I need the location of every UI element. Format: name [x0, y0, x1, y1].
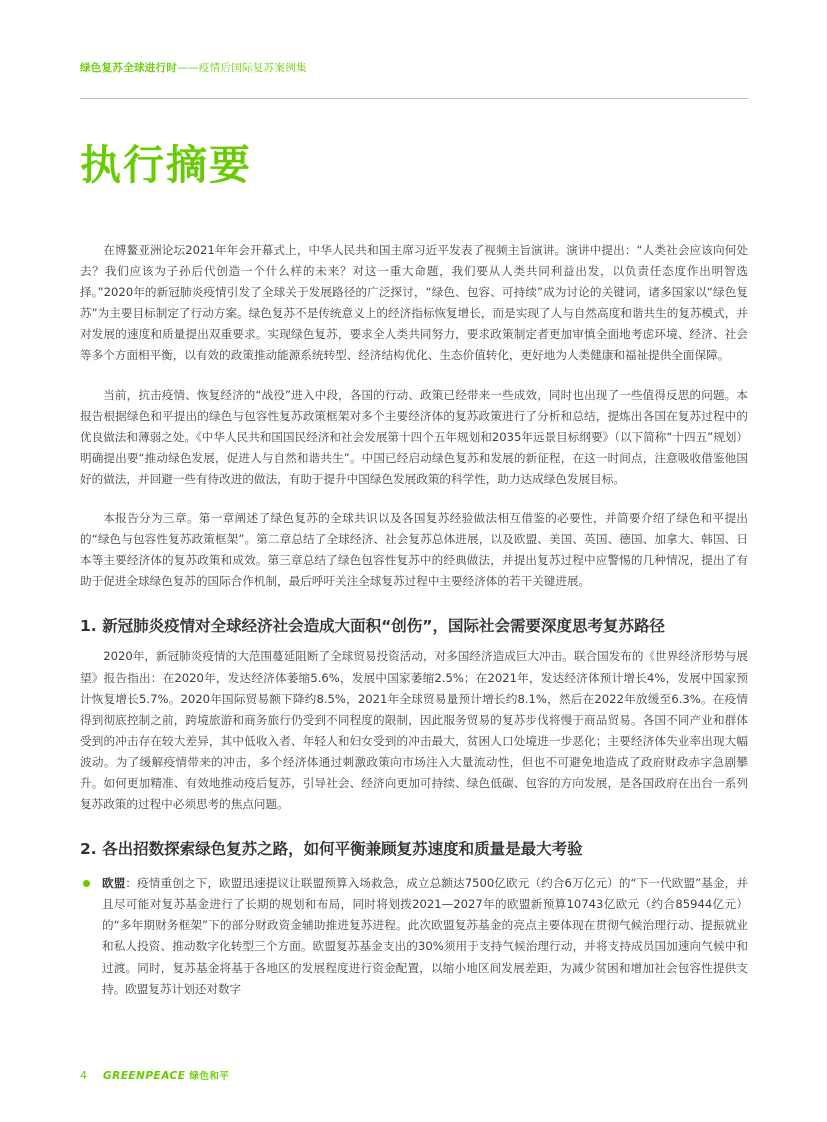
running-header-title: 绿色复苏全球进行时: [80, 62, 178, 74]
intro-paragraph-2: 当前，抗击疫情、恢复经济的“战役”进入中段，各国的行动、政策已经带来一些成效，同时也出现了一些值得反思的问题。本报告根据绿色和平提出的绿色与包容性复苏政策框架对多个主要经济体的复苏政策进行了分析和总结，提炼出各国在复苏过程中的优良做法和薄弱之处。《中华人民共和国国民经济和社会发展第十四个五年规划和2035年远景目标纲要》（以下简称“十四五”规划）明确提出要“推动绿色发展，促进人与自然和谐共生”。中国已经启动绿色复苏和发展的新征程，在这一时间点，注意吸收借鉴他国好的做法，并回避一些有待改进的做法，有助于提升中国绿色发展政策的科学性，助力达成绿色发展目标。: [80, 387, 748, 486]
page-number: 4: [80, 1068, 87, 1082]
header-divider: [80, 98, 748, 99]
bullet-dot-icon: [83, 880, 90, 887]
section-2-heading: 2. 各出招数探索绿色复苏之路，如何平衡兼顾复苏速度和质量是最大考验: [80, 840, 583, 859]
section-1-heading: 1. 新冠肺炎疫情对全球经济社会造成大面积“创伤”，国际社会需要深度思考复苏路径: [80, 617, 665, 636]
intro-paragraph-1: 在博鳌亚洲论坛2021年年会开幕式上，中华人民共和国主席习近平发表了视频主旨演讲。演讲中提出：“人类社会应该向何处去？我们应该为子孙后代创造一个什么样的未来？对这一重大命题，我们要从人类共同利益出发，以负责任态度作出明智选择。”2020年的新冠肺炎疫情引发了全球关于发展路径的广泛探讨，“绿色、包容、可持续”成为讨论的关键词，诸多国家以“绿色复苏”为主要目标制定了行动方案。绿色复苏不是传统意义上的经济指标恢复增长，而是实现了人与自然高度和谐共生的复苏模式，并对发展的速度和质量提出双重要求。实现绿色复苏，要求全人类共同努力，要求政策制定者更加审慎全面地考虑环境、经济、社会等多个方面相平衡，以有效的政策推动能源系统转型、经济结构优化、生态价值转化，更好地为人类健康和福祉提供全面保障。: [80, 243, 748, 363]
bullet-item-eu: [80, 873, 748, 1000]
main-content: [80, 240, 748, 1000]
section-2-bullet-list: [80, 873, 748, 1000]
logo-cn-text: 绿色和平: [189, 1071, 230, 1082]
bullet-text: ：疫情重创之下，欧盟迅速提议让联盟预算入场救急，成立总额达7500亿欧元（约合6万亿元）的“下一代欧盟”基金，并且尽可能对复苏基金进行了长期的规划和布局，同时将划拨2021—2027年的欧盟新预算10743亿欧元（约合85944亿元）的“多年期财务框架”下的部分财政资金辅助推进复苏进程。此次欧盟复苏基金的亮点主要体现在贯彻气候治理行动、提振就业和私人投资、推动数字化转型三个方面。欧盟复苏基金支出的30%须用于支持气候治理行动，并将支持成员国加速向气候中和过渡。同时，复苏基金将基于各地区的发展程度进行资金配置，以缩小地区间发展差距，为减少贫困和增加社会包容性提供支持。欧盟复苏计划还对数字: [102, 876, 748, 996]
greenpeace-logo: [103, 1068, 229, 1082]
running-header: [80, 60, 307, 75]
page-footer: [80, 1068, 229, 1082]
logo-text: GREENPEACE: [103, 1070, 186, 1082]
section-1-paragraph: 2020年，新冠肺炎疫情的大范围蔓延阻断了全球贸易投资活动，对多国经济造成巨大冲击。联合国发布的《世界经济形势与展望》报告指出：在2020年，发达经济体萎缩5.6%，发展中国家萎缩2.5%；在2021年，发达经济体预计增长4%，发展中国家预计恢复增长5.7%。2020年国际贸易额下降约8.5%，2021年全球贸易量预计增长约8.1%，然后在2022年放缓至6.3%。在疫情得到彻底控制之前，跨境旅游和商务旅行仍受到不同程度的限制，因此服务贸易的复苏步伐将慢于商品贸易。各国不同产业和群体受到的冲击存在较大差异，其中低收入者、年轻人和妇女受到的冲击最大，贫困人口处境进一步恶化；主要经济体失业率出现大幅波动。为了缓解疫情带来的冲击，多个经济体通过刺激政策向市场注入大量流动性，但也不可避免地造成了政府财政赤字急剧攀升。如何更加精准、有效地推动疫后复苏，引导社会、经济向更加可持续、绿色低碳、包容的方向发展，是各国政府在出台一系列复苏政策的过程中必须思考的焦点问题。: [80, 649, 748, 812]
page-title: 执行摘要: [80, 141, 252, 189]
bullet-term: 欧盟: [102, 876, 126, 891]
intro-paragraph-3: 本报告分为三章。第一章阐述了绿色复苏的全球共识以及各国复苏经验做法相互借鉴的必要性，并简要介绍了绿色和平提出的“绿色与包容性复苏政策框架”。第二章总结了全球经济、社会复苏总体进展，以及欧盟、美国、英国、德国、加拿大、韩国、日本等主要经济体的复苏政策和成效。第三章总结了绿色包容性复苏中的经典做法，并提出复苏过程中应警惕的几种情况，提出了有助于促进全球绿色复苏的国际合作机制，最后呼吁关注全球复苏过程中主要经济体的若干关键进展。: [80, 511, 748, 589]
running-header-subtitle: ——疫情后国际复苏案例集: [177, 62, 307, 74]
